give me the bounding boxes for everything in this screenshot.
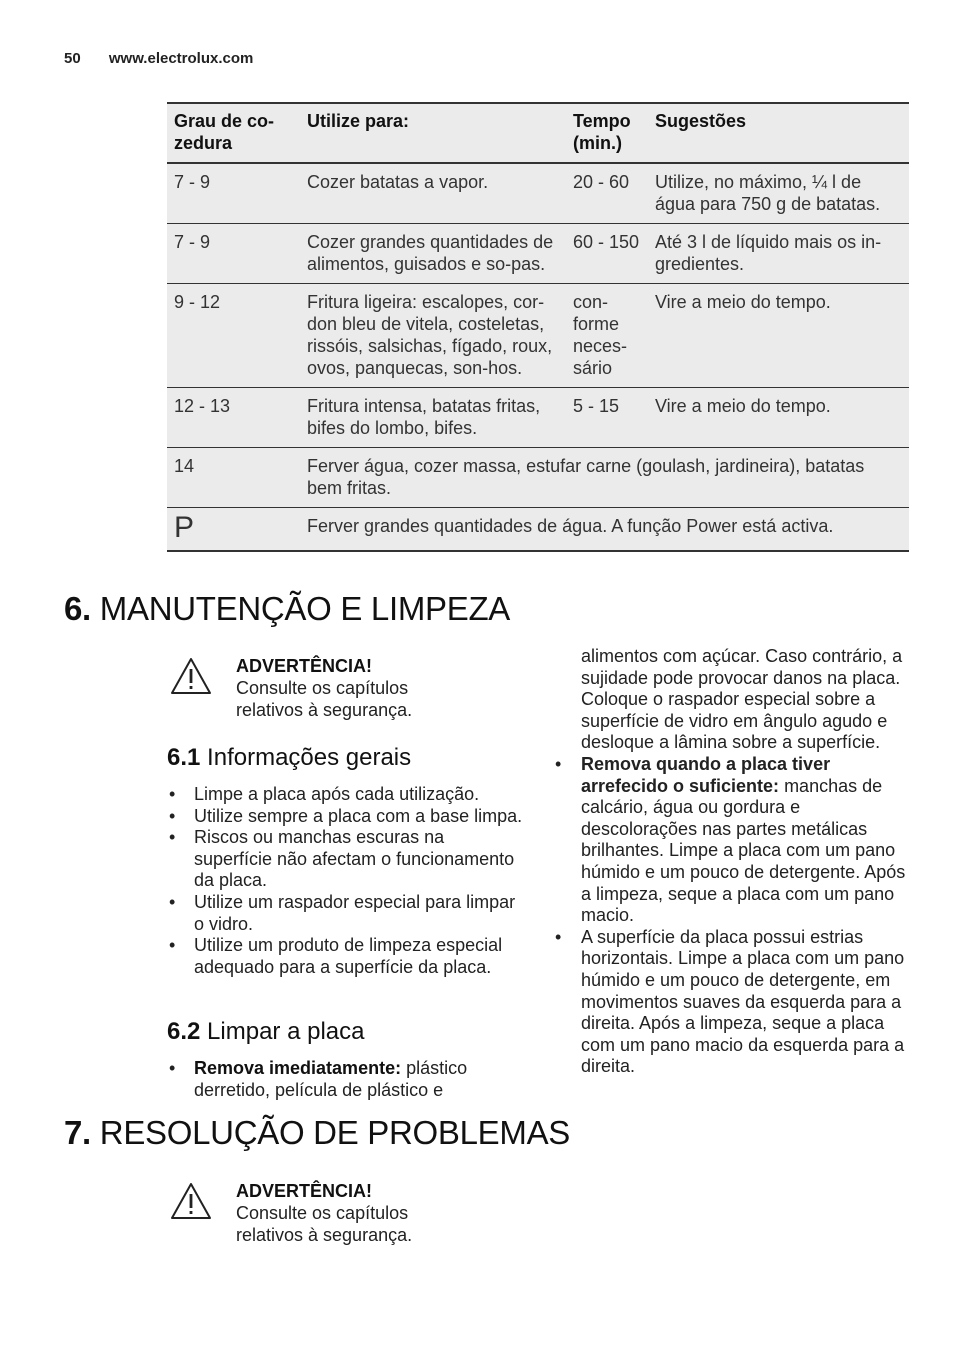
list-item-text: Utilize sempre a placa com a base limpa.	[194, 805, 523, 826]
warning-text: Consulte os capítulos relativos à segurança.	[236, 1203, 413, 1245]
table-row	[167, 448, 909, 508]
warning-triangle-icon	[170, 657, 212, 695]
section-7-number: 7.	[64, 1114, 91, 1151]
warning-text-block	[236, 1180, 476, 1246]
cell-grau: 9 - 12	[167, 284, 300, 388]
list-item-text: Riscos ou manchas escuras na superfície não afectam o funcionamento da placa.	[194, 827, 515, 891]
section-6-heading	[64, 590, 510, 628]
cell-sugestoes: Até 3 l de líquido mais os in-gredientes.	[648, 224, 909, 284]
bullet: •	[169, 805, 176, 826]
section-6-title: MANUTENÇÃO E LIMPEZA	[99, 590, 511, 627]
list-item	[167, 892, 527, 935]
cell-sugestoes: Vire a meio do tempo.	[648, 388, 909, 448]
table-row	[167, 163, 909, 224]
list-item-text: plástico derretido, película de plástico e	[194, 1058, 468, 1100]
clean-hob-list-continued	[555, 754, 910, 1078]
bullet: •	[169, 891, 176, 912]
list-item-text: A superfície da placa possui estrias horizontais. Limpe a placa com um pano húmido e um pouco de detergente, em movimentos suaves da esquerda para a direita. Após a limpeza, seque a placa com um pano macio da esquerda para a direita.	[581, 926, 905, 1077]
subsection-6-2-title: Limpar a placa	[207, 1018, 365, 1045]
cell-tempo: 60 - 150	[566, 224, 648, 284]
general-info-list	[167, 784, 527, 978]
bullet: •	[169, 1058, 176, 1078]
list-item-text: Limpe a placa após cada utilização.	[194, 784, 480, 804]
col-header-sugestoes: Sugestões	[648, 103, 909, 163]
right-column	[555, 646, 910, 1078]
cell-uso: Cozer grandes quantidades de alimentos, guisados e so-pas.	[300, 224, 566, 284]
cell-grau: 12 - 13	[167, 388, 300, 448]
cell-tempo: 5 - 15	[566, 388, 648, 448]
list-item-text: Utilize um produto de limpeza especial adequado para a superfície da placa.	[194, 935, 503, 977]
power-level-glyph: P	[174, 511, 195, 544]
table-row	[167, 224, 909, 284]
list-item	[555, 754, 910, 927]
cell-grau-power	[167, 508, 300, 552]
subsection-6-1-heading	[167, 744, 411, 772]
table-row	[167, 508, 909, 552]
cell-uso: Cozer batatas a vapor.	[300, 163, 566, 224]
clean-hob-list	[167, 1058, 507, 1101]
subsection-6-2-number: 6.2	[167, 1018, 201, 1045]
warning-text-block	[236, 655, 476, 721]
table-row	[167, 284, 909, 388]
warning-title: ADVERTÊNCIA!	[236, 1181, 373, 1201]
list-item-continuation: alimentos com açúcar. Caso contrário, a sujidade pode provocar danos na placa. Coloque o raspador especial sobre a superfície de vidro em ângulo agudo e desloque a lâmina sobre a superfície.	[581, 646, 903, 753]
bullet: •	[555, 926, 562, 947]
list-item	[167, 1058, 507, 1101]
cell-sugestoes: Vire a meio do tempo.	[648, 284, 909, 388]
list-item-bold: Remova quando a placa tiver arrefecido o suficiente:	[581, 753, 831, 796]
warning-title: ADVERTÊNCIA!	[236, 656, 373, 676]
page-header	[64, 50, 253, 67]
page-number: 50	[64, 50, 81, 67]
list-item	[167, 784, 527, 806]
subsection-6-1-number: 6.1	[167, 744, 201, 771]
cell-grau: 14	[167, 448, 300, 508]
cell-uso: Fritura intensa, batatas fritas, bifes do lombo, bifes.	[300, 388, 566, 448]
bullet: •	[169, 827, 176, 848]
warning-triangle-icon	[170, 1182, 212, 1220]
cell-uso: Ferver grandes quantidades de água. A função Power está activa.	[300, 508, 909, 552]
cell-uso: Fritura ligeira: escalopes, cor-don bleu de vitela, costeletas, rissóis, salsichas, fígado, roux, ovos, panquecas, son-hos.	[300, 284, 566, 388]
bullet: •	[169, 784, 176, 804]
col-header-tempo	[566, 103, 648, 163]
list-item-text: manchas de calcário, água ou gordura e descolorações nas partes metálicas brilhantes. Limpe a placa com um pano húmido e um pouco de detergente. Após a limpeza, seque a placa com um pano macio.	[581, 775, 906, 926]
site-url: www.electrolux.com	[108, 50, 254, 67]
list-item	[555, 927, 910, 1078]
table-header-row	[167, 103, 909, 163]
section-6-number: 6.	[64, 590, 91, 627]
cell-grau: 7 - 9	[167, 163, 300, 224]
section-7-heading	[64, 1114, 570, 1152]
col-header-uso: Utilize para:	[300, 103, 566, 163]
list-item	[167, 806, 527, 828]
cell-grau: 7 - 9	[167, 224, 300, 284]
col-header-grau-text: Grau de co- zedura	[174, 111, 275, 153]
section-7-title: RESOLUÇÃO DE PROBLEMAS	[99, 1114, 570, 1151]
cell-uso: Ferver água, cozer massa, estufar carne (goulash, jardineira), batatas bem fritas.	[300, 448, 909, 508]
list-item-text: Utilize um raspador especial para limpar o vidro.	[194, 891, 516, 934]
cell-tempo: 20 - 60	[566, 163, 648, 224]
col-header-grau	[167, 103, 300, 163]
cell-sugestoes: Utilize, no máximo, ¼ l de água para 750 g de batatas.	[648, 163, 909, 224]
cooking-table	[167, 102, 909, 552]
list-item	[167, 827, 527, 892]
bullet: •	[169, 935, 176, 956]
list-item	[167, 935, 527, 978]
bullet: •	[555, 753, 562, 774]
warning-text: Consulte os capítulos relativos à segurança.	[236, 678, 413, 720]
cell-tempo: con-forme neces-sário	[566, 284, 648, 388]
col-header-tempo-text: Tempo (min.)	[573, 111, 631, 153]
subsection-6-2-heading	[167, 1018, 364, 1046]
subsection-6-1-title: Informações gerais	[207, 744, 412, 771]
table-row	[167, 388, 909, 448]
list-item-bold: Remova imediatamente:	[194, 1058, 402, 1078]
